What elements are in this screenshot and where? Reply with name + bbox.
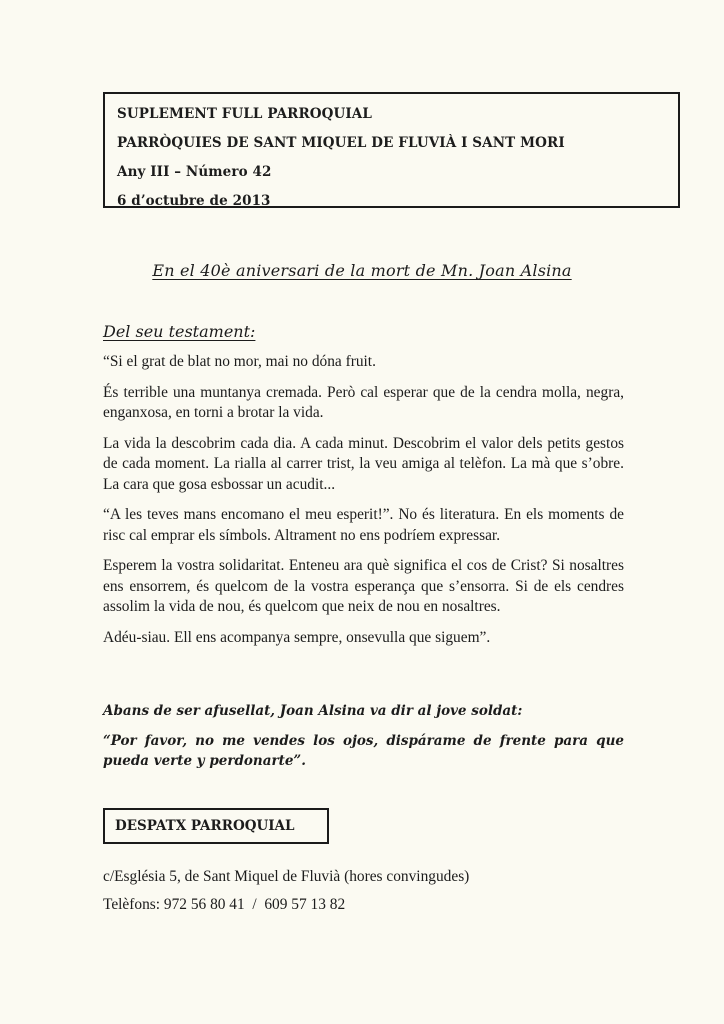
execution-intro: Abans de ser afusellat, Joan Alsina va dir al jove soldat: — [103, 703, 523, 719]
parish-office-address: c/Església 5, de Sant Miquel de Fluvià (hores convingudes) — [103, 868, 470, 885]
soldier-quote: “Por favor, no me vendes los ojos, dispárame de frente para que pueda verte y perdonarte”. — [103, 733, 624, 769]
parishes-name: PARRÒQUIES DE SANT MIQUEL DE FLUVIÀ I SANT MORI — [117, 135, 565, 151]
parish-office-title: DESPATX PARROQUIAL — [115, 818, 295, 834]
anniversary-title: En el 40è aniversari de la mort de Mn. Joan Alsina — [152, 261, 572, 280]
testament-text — [103, 352, 624, 658]
testament-paragraph: Adéu-siau. Ell ens acompanya sempre, onsevulla que siguem”. — [103, 628, 491, 646]
testament-paragraph: És terrible una muntanya cremada. Però cal esperar que de la cendra molla, negra, enganxosa, en torni a brotar la vida. — [103, 383, 624, 421]
testament-paragraph: Esperem la vostra solidaritat. Enteneu ara què significa el cos de Crist? Si nosaltres ens ensorrem, és quelcom de la vostra esperança que s’ensorra. Si de els cendres assolim la vida de nou, és quelcom que neix de nou en nosaltres. — [103, 557, 624, 615]
parish-office-box — [103, 808, 329, 844]
testament-paragraph: “Si el grat de blat no mor, mai no dóna fruit. — [103, 353, 376, 370]
supplement-title: SUPLEMENT FULL PARROQUIAL — [117, 106, 372, 122]
testament-paragraph: “A les teves mans encomano el meu esperit!”. No és literatura. En els moments de risc cal emprar els símbols. Altrament no ens podríem expressar. — [103, 506, 624, 544]
testament-paragraph: La vida la descobrim cada dia. A cada minut. Descobrim el valor dels petits gestos de cada moment. La rialla al carrer trist, la veu amiga al telèfon. La mà que s’obre. La cara que gosa esbossar un acudit... — [103, 434, 624, 493]
testament-heading: Del seu testament: — [103, 322, 256, 341]
issue-number: Any III – Número 42 — [117, 164, 272, 180]
issue-date: 6 d’octubre de 2013 — [117, 193, 271, 209]
bulletin-header-box — [103, 92, 680, 208]
parish-office-phones: Telèfons: 972 56 80 41 / 609 57 13 82 — [103, 896, 346, 913]
